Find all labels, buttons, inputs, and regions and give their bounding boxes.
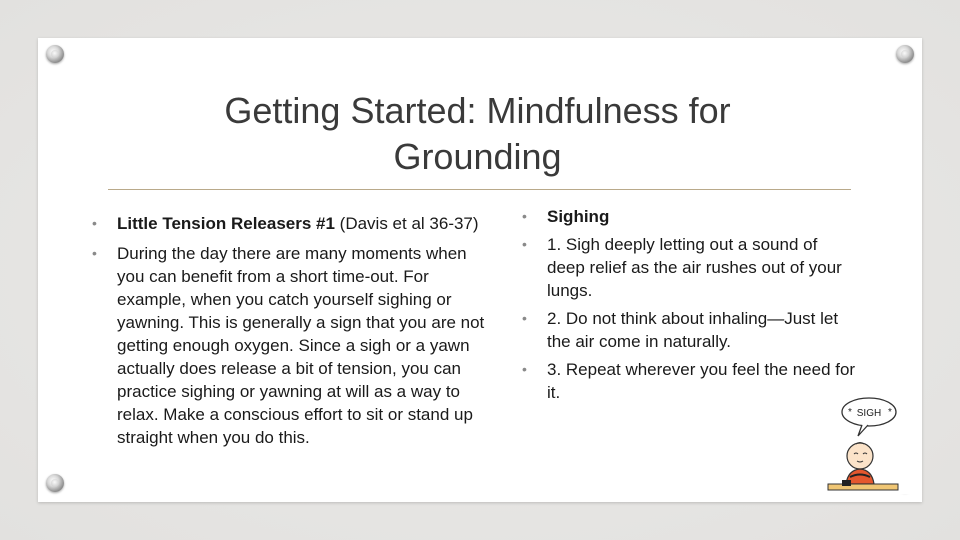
pushpin-icon xyxy=(46,474,64,492)
step-text: 1. Sigh deeply letting out a sound of deep relief as the air rushes out of your lungs. xyxy=(547,235,842,300)
bullet-icon: • xyxy=(522,208,527,224)
pushpin-icon xyxy=(896,45,914,63)
speech-bubble-text: SIGH xyxy=(856,408,882,419)
bullet-item xyxy=(88,212,488,235)
slide-title: Getting Started: Mindfulness for Grounding xyxy=(224,90,731,177)
bullet-item xyxy=(518,205,858,228)
step-text: 3. Repeat wherever you feel the need for it. xyxy=(547,360,856,402)
right-text-column xyxy=(518,205,858,409)
pushpin-icon xyxy=(46,45,64,63)
title-divider xyxy=(108,189,851,190)
cartoon-sighing-icon xyxy=(808,384,922,494)
section-heading: Sighing xyxy=(547,207,610,226)
bullet-icon: • xyxy=(92,215,97,231)
bullet-item xyxy=(88,242,488,449)
bullet-icon: • xyxy=(92,245,97,261)
bullet-icon: • xyxy=(522,236,527,252)
step-item xyxy=(518,307,858,353)
step-text: 2. Do not think about inhaling—Just let the air come in naturally. xyxy=(547,309,839,351)
bullet-citation: (Davis et al 36-37) xyxy=(334,214,479,233)
svg-text:*: * xyxy=(848,407,852,418)
bullet-icon: • xyxy=(522,310,527,326)
bullet-icon: • xyxy=(522,361,527,377)
svg-text:*: * xyxy=(888,407,892,418)
left-text-column xyxy=(88,212,488,456)
cartoon-illustration xyxy=(808,384,922,494)
bullet-heading: Little Tension Releasers #1 xyxy=(117,214,335,233)
bullet-text: During the day there are many moments when you can benefit from a short time-out. For example, when you catch yourself sighing or yawning. This is generally a sign that you are not getting enough oxygen. Since a sigh or a yawn actually does release a bit of tension, you can practice sighing or yawning at will as a way to relax. Make a conscious effort to sit or stand up straight when you do this. xyxy=(117,244,485,447)
step-item xyxy=(518,358,858,404)
step-item xyxy=(518,233,858,302)
